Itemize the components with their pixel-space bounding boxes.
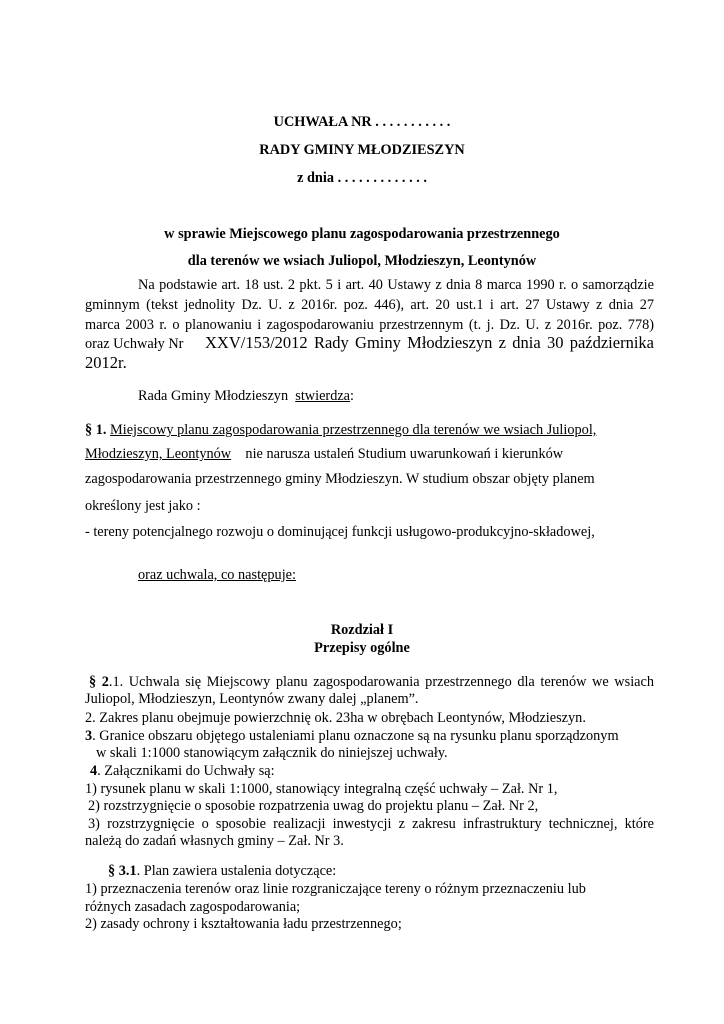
section-1-line-2 [85, 445, 563, 463]
section-3-intro [108, 862, 336, 880]
basis-line-3: marca 2003 r. o planowaniu i zagospodarowaniu przestrzennym (t. j. Dz. U. z 2016r. poz. 778) [85, 317, 654, 333]
basis-line-4b: XXV/153/2012 Rady Gminy Młodzieszyn z dnia 30 października [205, 333, 654, 352]
section-2-p4-number: 4 [90, 763, 98, 779]
section-3-marker: § 3.1 [108, 863, 137, 879]
resolution-date: z dnia . . . . . . . . . . . . . [297, 170, 427, 186]
council-finds-keyword: stwierdza [295, 388, 351, 404]
chapter-number: Rozdział I [330, 622, 394, 638]
section-1-line-5: - tereny potencjalnego rozwoju o dominującej funkcji usługowo-produkcyjno-składowej, [85, 524, 595, 540]
section-2-p1-line-1: .1. Uchwala się Miejscowy planu zagospodarowania przestrzennego dla terenów we wsiach [108, 674, 655, 690]
section-1-marker: § 1. [85, 422, 107, 438]
council-finds [138, 387, 354, 405]
attachment-3-line-1: 3) rozstrzygnięcie o sposobie realizacji inwestycji z zakresu infrastruktury technicznej, które [88, 816, 654, 832]
section-1-line-2-rest: nie narusza ustaleń Studium uwarunkowań i kierunków [245, 446, 564, 462]
section-3-intro-text: . Plan zawiera ustalenia dotyczące: [136, 863, 337, 879]
attachment-3-line-2: należą do zadań własnych gminy – Zał. Nr 3. [85, 833, 344, 849]
section-2-p4 [90, 762, 275, 780]
basis-line-2: gminnym (tekst jednolity Dz. U. z 2016r. poz. 446), art. 20 ust.1 i art. 27 Ustawy z dnia 27 [85, 297, 654, 313]
section-3-item-1-line-2: różnych zasadach zagospodarowania; [85, 899, 301, 915]
council-finds-prefix: Rada Gminy Młodzieszyn [138, 388, 289, 404]
section-1-villages: Młodzieszyn, Leontynów [85, 446, 232, 462]
basis-line-4a: oraz Uchwały Nr [85, 336, 184, 352]
section-2-marker: § 2 [89, 674, 109, 690]
section-2-p2: 2. Zakres planu obejmuje powierzchnię ok. 23ha w obrębach Leontynów, Młodzieszyn. [85, 710, 586, 726]
section-2-line-1 [89, 673, 654, 691]
section-1-line-1 [85, 421, 596, 439]
section-1-line-3: zagospodarowania przestrzennego gminy Młodzieszyn. W studium obszar objęty planem [85, 471, 595, 487]
section-2-p3-line-1 [85, 727, 619, 745]
basis-line-1: Na podstawie art. 18 ust. 2 pkt. 5 i art. 40 Ustawy z dnia 8 marca 1990 r. o samorządzie [138, 277, 654, 293]
chapter-title: Przepisy ogólne [314, 640, 410, 656]
section-2-p1-line-2: Juliopol, Młodzieszyn, Leontynów zwany dalej „planem”. [85, 691, 419, 707]
section-2-p3-line-2: w skali 1:1000 stanowiącym załącznik do niniejszej uchwały. [96, 745, 448, 761]
basis-line-5: 2012r. [85, 353, 127, 372]
attachment-1: 1) rysunek planu w skali 1:1000, stanowiący integralną część uchwały – Zał. Nr 1, [85, 781, 558, 797]
resolution-title: UCHWAŁA NR . . . . . . . . . . . [273, 114, 451, 130]
subject-line-1: w sprawie Miejscowego planu zagospodarowania przestrzennego [164, 226, 560, 242]
section-2-p3-text: . Granice obszaru objętego ustaleniami planu oznaczone są na rysunku planu sporządzonym [92, 728, 619, 744]
council-finds-suffix: : [350, 388, 355, 404]
section-3-item-1-line-1: 1) przeznaczenia terenów oraz linie rozgraniczające tereny o różnym przeznaczeniu lub [85, 881, 586, 897]
council-name: RADY GMINY MŁODZIESZYN [259, 142, 465, 158]
subject-line-2: dla terenów we wsiach Juliopol, Młodzieszyn, Leontynów [187, 253, 537, 269]
attachment-2: 2) rozstrzygnięcie o sposobie rozpatrzenia uwag do projektu planu – Zał. Nr 2, [88, 798, 539, 814]
section-1-line-4: określony jest jako : [85, 498, 201, 514]
resolves-line: oraz uchwala, co następuje: [138, 567, 296, 583]
section-3-item-2: 2) zasady ochrony i kształtowania ładu przestrzennego; [85, 916, 402, 932]
section-2-p3-number: 3 [85, 728, 93, 744]
section-1-line-1-text: Miejscowy planu zagospodarowania przestrzennego dla terenów we wsiach Juliopol, [110, 422, 597, 438]
section-2-p4-text: . Załącznikami do Uchwały są: [97, 763, 275, 779]
